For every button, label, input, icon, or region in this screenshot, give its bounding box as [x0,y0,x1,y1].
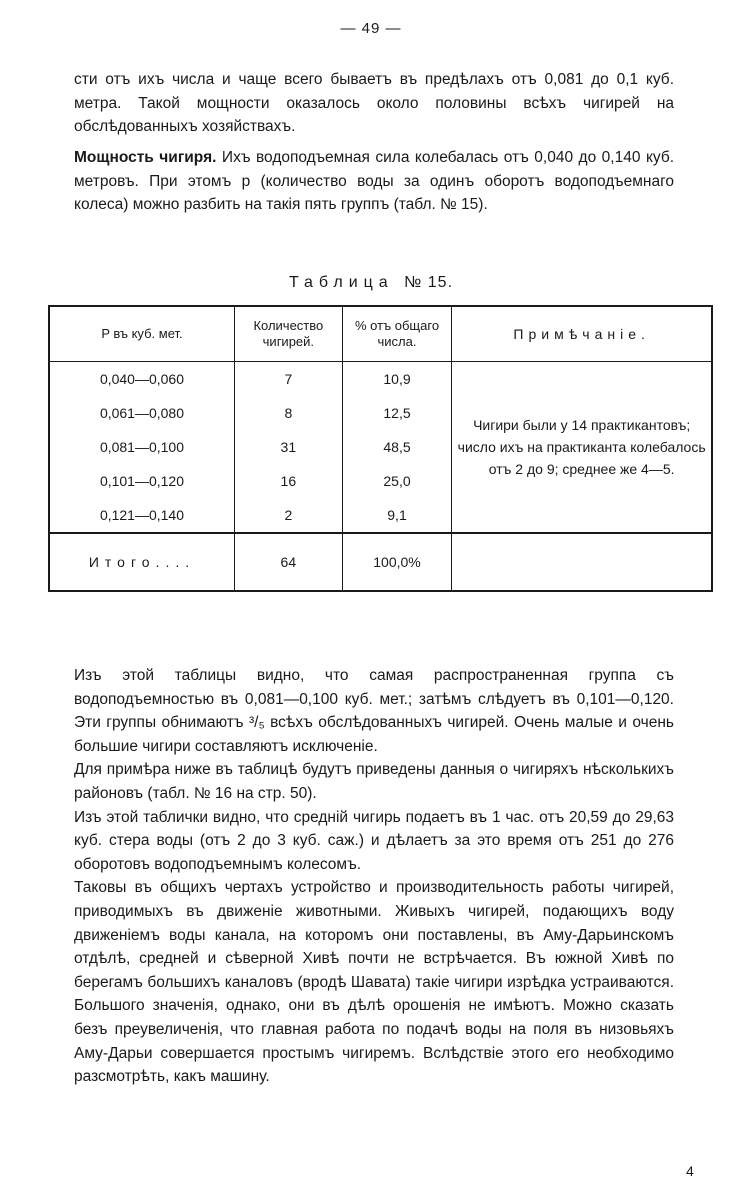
table-cell: 9,1 [387,507,407,523]
table-header-row [49,306,712,362]
total-qty: 64 [234,533,342,591]
total-pct: 100,0% [342,533,452,591]
table-cell: 0,061—0,080 [99,405,185,421]
paragraph-text: Изъ этой таблицы видно, что самая распространенная группа съ водоподъемностью въ 0,081—0,100 куб. мет.; затѣмъ слѣдуетъ въ 0,101—0,120. Эти группы обнимаютъ ³/₅ всѣхъ обслѣдованныхъ чигирей. Очень малые и очень большие чигири составляютъ исключеніе. [74,667,674,755]
table-cell: 0,081—0,100 [99,439,185,455]
total-label: Итого.... [49,533,234,591]
header-note: Примѣчаніе. [452,306,712,362]
table-cell: 12,5 [383,405,411,421]
table-cell: 0,040—0,060 [99,371,185,387]
table-cell: 0,101—0,120 [99,473,185,489]
table-body-row [49,362,712,534]
paragraph-text: Для примѣра ниже въ таблицѣ будутъ приведены данныя о чигиряхъ нѣсколькихъ районовъ (табл. № 16 на стр. 50). [74,761,674,802]
body-text-after-table [74,664,674,1089]
range-column [49,362,234,534]
paragraph-text: Таковы въ общихъ чертахъ устройство и производительность работы чигирей, приводимыхъ въ движеніе животными. Живыхъ чигирей, подающихъ воду движеніемъ воды канала, на которомъ они поставлены, въ Аму-Дарьинскомъ отдѣлѣ, средней и сѣверной Хивѣ почти не встрѣчается. Въ южной Хивѣ по берегамъ большихъ каналовъ (вродѣ Шавата) такіе чигири изрѣдка устраиваются. Большого значенія, однако, они въ дѣлѣ орошенія не имѣютъ. Можно сказать безъ преувеличенія, что главная работа по подачѣ воды на поля въ низовьяхъ Аму-Дарьи совершается простымъ чигиремъ. Вслѣдствіе этого его необходимо разсмотрѣть, какъ машину. [74,879,674,1086]
table-cell: 7 [284,371,293,387]
table-cell: 31 [280,439,297,455]
paragraph-text: Ихъ водоподъемная сила колебалась отъ 0,040 до 0,140 куб. метровъ. При этомъ p (количество воды за одинъ оборотъ водоподъемнаго колеса) можно разбить на такія пять группъ (табл. № 15). [74,149,675,214]
table-total-row [49,533,712,591]
total-note-empty [452,533,712,591]
signature-mark: 4 [686,1163,694,1179]
paragraph-text: сти отъ ихъ числа и чаще всего бываетъ въ предѣлахъ отъ 0,081 до 0,1 куб. метра. Такой мощности оказалось около половины всѣхъ чигирей на обслѣдованныхъ хозяйствахъ. [74,71,674,136]
table-title-word: Таблица [288,274,394,291]
header-qty: Количество чигирей. [234,306,342,362]
qty-column [234,362,342,534]
table-title-number: № 15. [404,274,454,291]
header-range: P въ куб. мет. [49,306,234,362]
table-cell: 16 [280,473,297,489]
table-title [0,274,742,292]
data-table [48,305,713,592]
page-number: — 49 — [340,20,402,37]
paragraph-text: Изъ этой таблички видно, что средній чигирь подаетъ въ 1 час. отъ 20,59 до 29,63 куб. стера воды (отъ 2 до 3 куб. саж.) и дѣлаетъ за это время отъ 251 до 276 оборотовъ водоподъемнымъ колесомъ. [74,808,674,873]
table-cell: 25,0 [383,473,411,489]
paragraph-intro [74,68,674,139]
paragraph-power [74,146,674,217]
table-cell: 10,9 [383,371,411,387]
table-note: Чигири были у 14 практикантовъ; число ихъ на практиканта колебалось отъ 2 до 9; среднее же 4—5. [452,362,712,534]
table-cell: 0,121—0,140 [99,507,185,523]
table-cell: 48,5 [383,439,411,455]
pct-column [342,362,452,534]
paragraph-lead: Мощность чигиря. [74,149,217,166]
table-cell: 8 [284,405,293,421]
header-pct: % отъ общаго числа. [342,306,452,362]
table-cell: 2 [284,507,293,523]
